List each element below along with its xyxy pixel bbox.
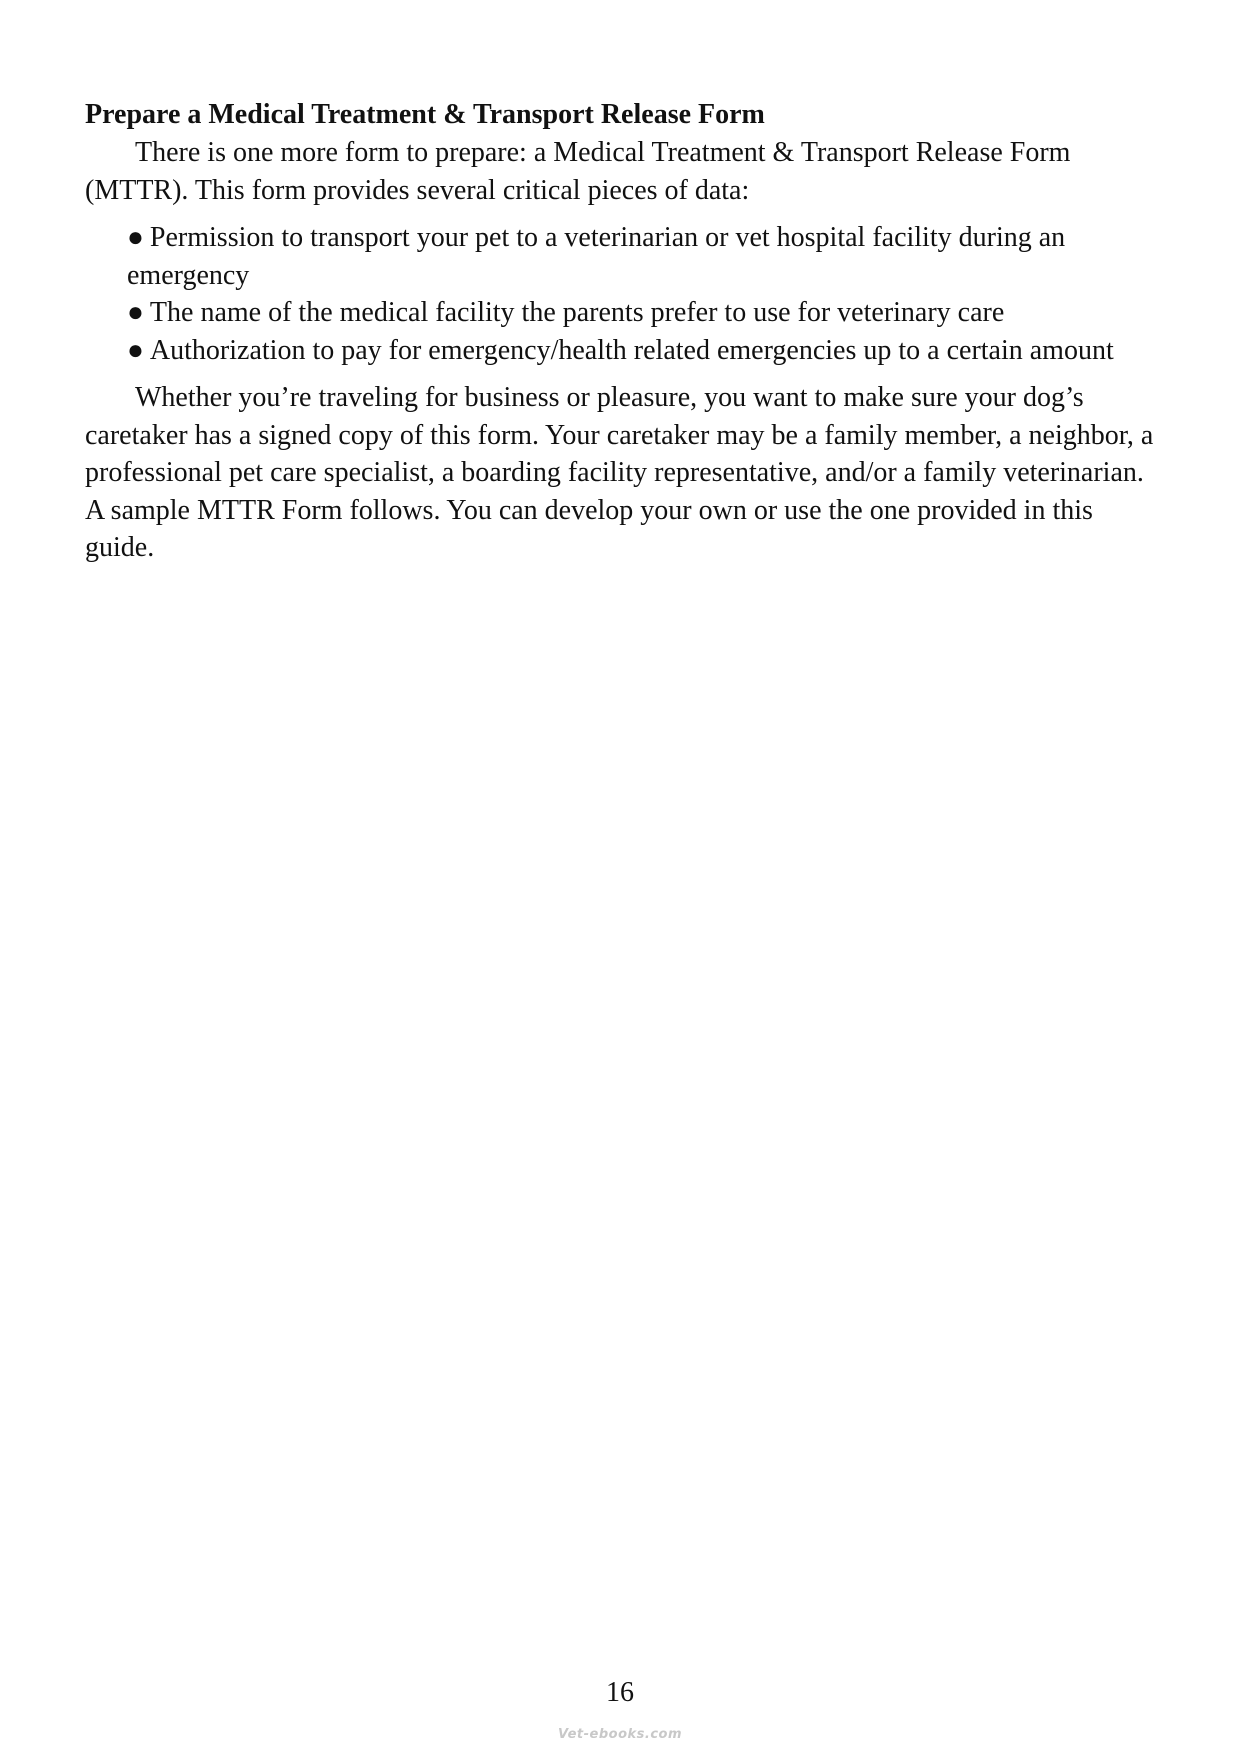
list-item-text: The name of the medical facility the parents prefer to use for veterinary care [149, 297, 1005, 328]
list-item [127, 219, 1165, 294]
bullet-icon: ● [127, 334, 144, 366]
list-item-text: Permission to transport your pet to a veterinarian or vet hospital facility during an emergency [127, 222, 1066, 291]
watermark-logo: Vet-ebooks.com [557, 1727, 683, 1742]
list-item [127, 294, 1165, 332]
list-item-text: Authorization to pay for emergency/health related emergencies up to a certain amount [149, 334, 1114, 366]
page-content [85, 96, 1165, 567]
bullet-icon: ● [127, 297, 144, 328]
bullet-list [85, 219, 1165, 369]
list-item [127, 332, 1165, 370]
page-number: 16 [606, 1677, 634, 1708]
section-heading: Prepare a Medical Treatment & Transport Release Form [85, 99, 765, 130]
intro-paragraph: There is one more form to prepare: a Medical Treatment & Transport Release Form (MTTR). This form provides several critical pieces of data: [85, 137, 1071, 206]
bullet-icon: ● [127, 222, 144, 253]
closing-paragraph: Whether you’re traveling for business or pleasure, you want to make sure your dog’s caretaker has a signed copy of this form. Your caretaker may be a family member, a neighbor, a professional pet care specialist, a boarding facility representative, and/or a family veterinarian. A sample MTTR Form follows. You can develop your own or use the one provided in this guide. [85, 382, 1154, 563]
